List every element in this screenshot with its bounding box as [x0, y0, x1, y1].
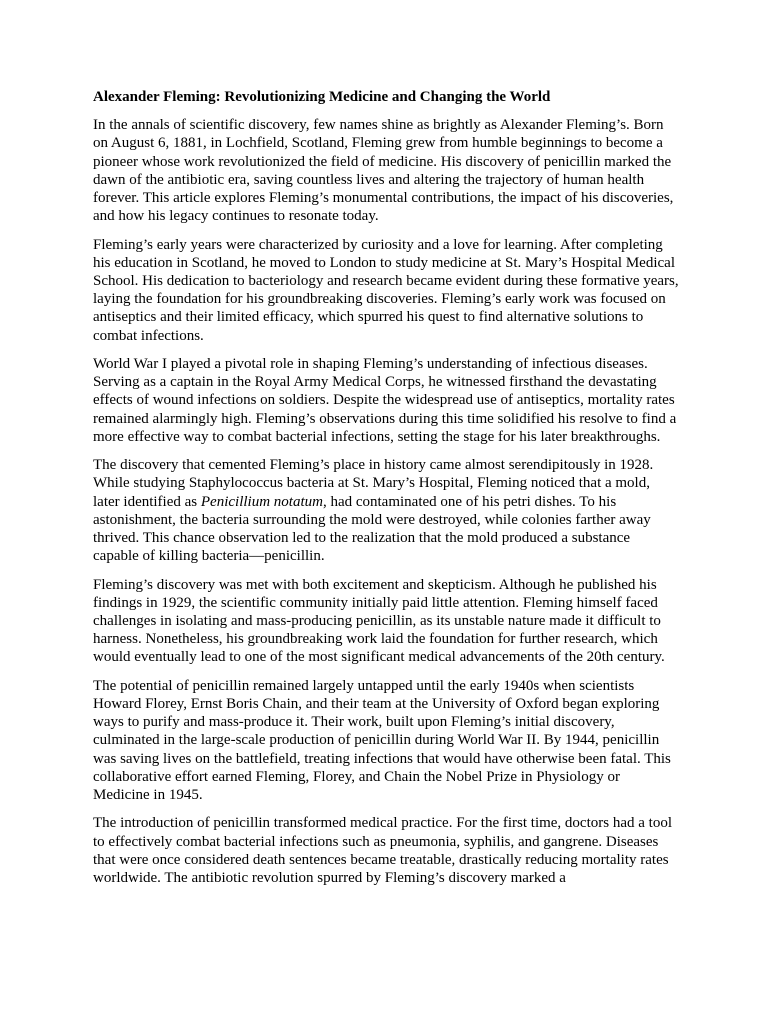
paragraph-discovery [93, 456, 679, 565]
paragraph-discovery-after: , had contaminated one of his petri dishes. To his astonishment, the bacteria surrounding the mold were destroyed, while colonies farther away thrived. This chance observation led to the realization that the mold produced a substance capable of killing bacteria—penicillin. [93, 493, 651, 565]
paragraph-reception: Fleming’s discovery was met with both excitement and skepticism. Although he published his findings in 1929, the scientific community initially paid little attention. Fleming himself faced challenges in isolating and mass-producing penicillin, as its unstable nature made it difficult to harness. Nonetheless, his groundbreaking work laid the foundation for further research, which would eventually lead to one of the most significant medical advancements of the 20th century. [93, 576, 665, 666]
paragraph-introduction: In the annals of scientific discovery, few names shine as brightly as Alexander Fleming’s. Born on August 6, 1881, in Lochfield, Scotland, Fleming grew from humble beginnings to become a pioneer whose work revolutionized the field of medicine. His discovery of penicillin marked the dawn of the antibiotic era, saving countless lives and altering the trajectory of human health forever. This article explores Fleming’s monumental contributions, the impact of his discoveries, and how his legacy continues to resonate today. [93, 117, 674, 225]
species-name-italic: Penicillium notatum [200, 493, 323, 510]
document-title: Alexander Fleming: Revolutionizing Medicine and Changing the World [93, 89, 551, 105]
paragraph-medical-impact: The introduction of penicillin transformed medical practice. For the first time, doctors had a tool to effectively combat bacterial infections such as pneumonia, syphilis, and gangrene. Diseases that were once considered death sentences became treatable, drastically reducing mortality rates worldwide. The antibiotic revolution spurred by Fleming’s discovery marked a [93, 815, 672, 887]
paragraph-mass-production: The potential of penicillin remained largely untapped until the early 1940s when scientists Howard Florey, Ernst Boris Chain, and their team at the University of Oxford began exploring ways to purify and mass-produce it. Their work, built upon Fleming’s initial discovery, culminated in the large-scale production of penicillin during World War II. By 1944, penicillin was saving lives on the battlefield, treating infections that would have otherwise been fatal. This collaborative effort earned Fleming, Florey, and Chain the Nobel Prize in Physiology or Medicine in 1945. [93, 677, 671, 804]
paragraph-world-war-one: World War I played a pivotal role in shaping Fleming’s understanding of infectious diseases. Serving as a captain in the Royal Army Medical Corps, he witnessed firsthand the devastating effects of wound infections on soldiers. Despite the widespread use of antiseptics, mortality rates remained alarmingly high. Fleming’s observations during this time solidified his resolve to find a more effective way to combat bacterial infections, setting the stage for his later breakthroughs. [93, 356, 677, 445]
paragraph-early-years: Fleming’s early years were characterized by curiosity and a love for learning. After completing his education in Scotland, he moved to London to study medicine at St. Mary’s Hospital Medical School. His dedication to bacteriology and research became evident during these formative years, laying the foundation for his groundbreaking discoveries. Fleming’s early work was focused on antiseptics and their limited efficacy, which spurred his quest to find alternative solutions to combat infections. [93, 236, 679, 344]
paragraph-discovery-before: The discovery that cemented Fleming’s place in history came almost serendipitously in 1928. While studying Staphylococcus bacteria at St. Mary’s Hospital, Fleming noticed that a mold, later identified as [93, 457, 654, 510]
document-page [93, 88, 679, 897]
